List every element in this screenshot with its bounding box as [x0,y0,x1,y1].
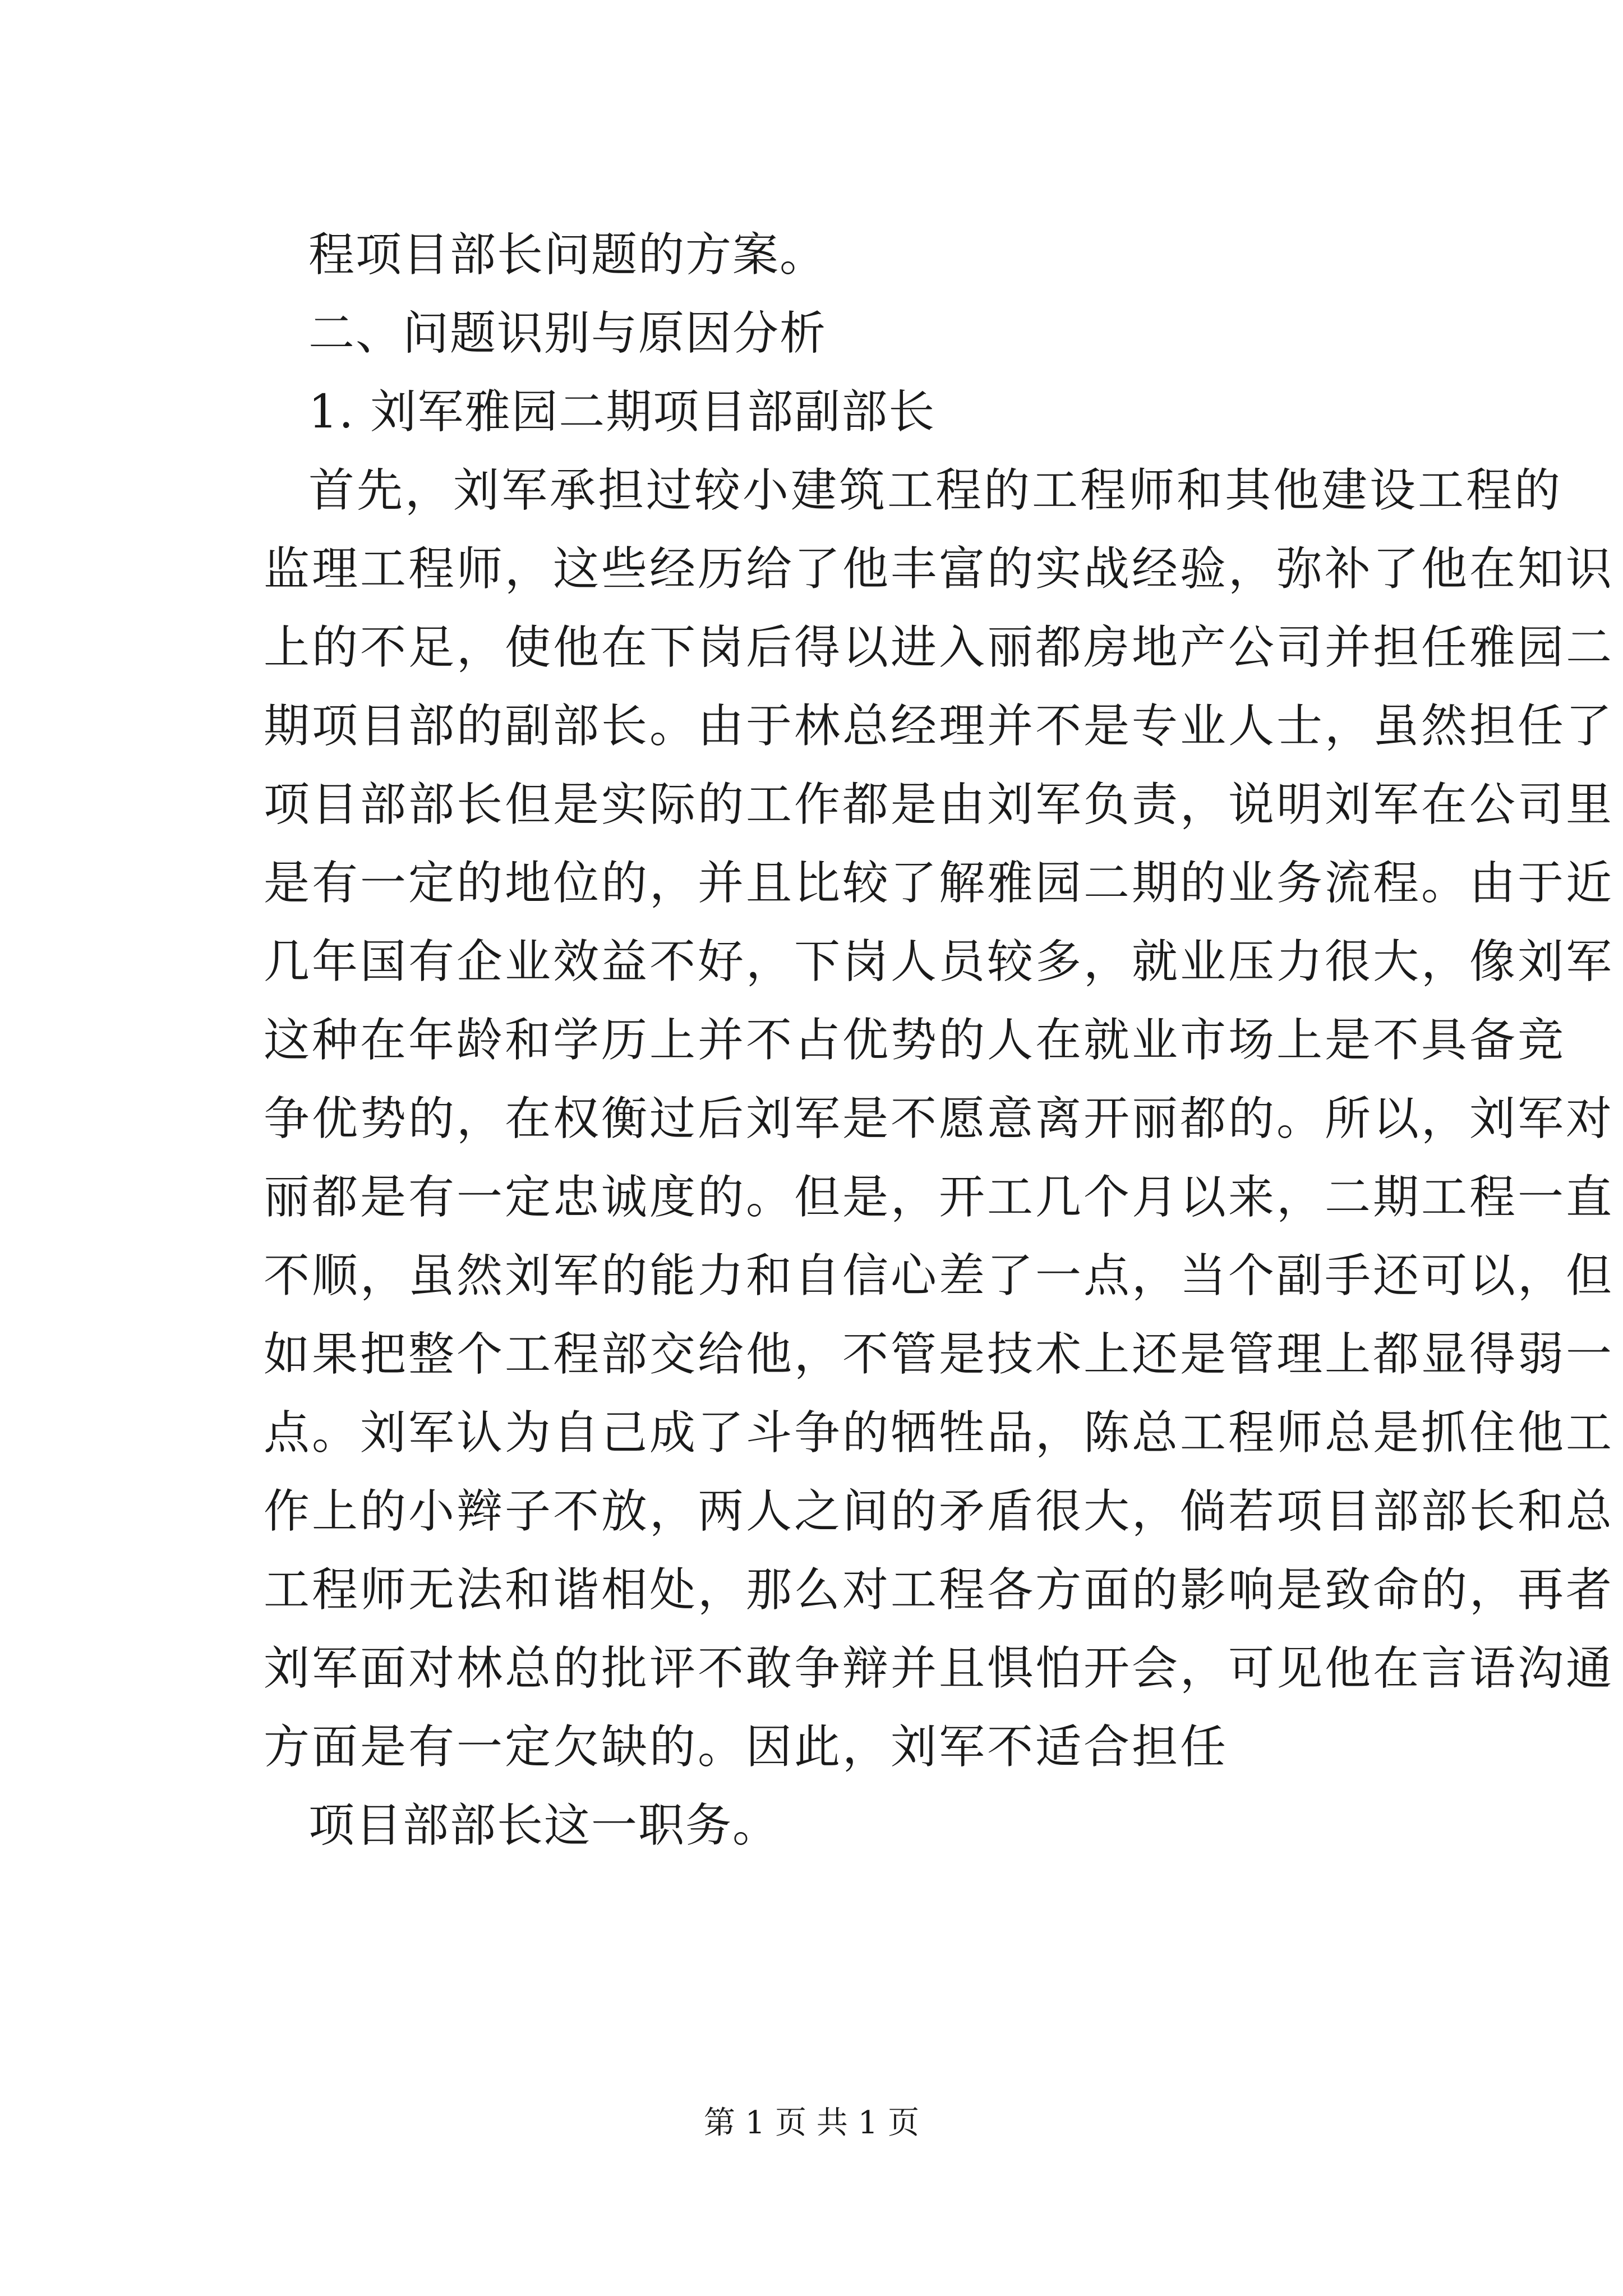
subsection-heading: 1. 刘军雅园二期项目部副部长 [308,385,936,439]
paragraph-line: 争优势的，在权衡过后刘军是不愿意离开丽都的。所以，刘军对 [264,1092,1615,1145]
paragraph-line: 这种在年龄和学历上并不占优势的人在就业市场上是不具备竞 [264,1014,1566,1067]
closing-line: 项目部部长这一职务。 [308,1799,780,1852]
paragraph-line: 几年国有企业效益不好，下岗人员较多，就业压力很大，像刘军 [264,935,1615,988]
paragraph-line: 丽都是有一定忠诚度的。但是，开工几个月以来，二期工程一直 [264,1171,1615,1224]
paragraph-line: 点。刘军认为自己成了斗争的牺牲品，陈总工程师总是抓住他工 [264,1406,1615,1460]
paragraph-line: 上的不足，使他在下岗后得以进入丽都房地产公司并担任雅园二 [264,621,1615,674]
text-line-continuation: 程项目部长问题的方案。 [308,228,827,282]
paragraph-line: 作上的小辫子不放，两人之间的矛盾很大，倘若项目部部长和总 [264,1485,1615,1538]
body-paragraph [264,452,1615,1787]
paragraph-line: 监理工程师，这些经历给了他丰富的实战经验，弥补了他在知识 [264,542,1615,596]
document-body [264,216,1615,1865]
paragraph-line: 刘军面对林总的批评不敢争辩并且惧怕开会，可见他在言语沟通 [264,1642,1615,1695]
paragraph-line: 期项目部的副部长。由于林总经理并不是专业人士，虽然担任了 [264,700,1615,753]
paragraph-line: 方面是有一定欠缺的。因此，刘军不适合担任 [264,1720,1229,1774]
page-number-footer: 第 1 页 共 1 页 [703,2105,920,2141]
section-heading: 二、问题识别与原因分析 [308,307,827,360]
paragraph-line: 不顺，虽然刘军的能力和自信心差了一点，当个副手还可以，但 [264,1249,1615,1303]
paragraph-line: 首先，刘军承担过较小建筑工程的工程师和其他建设工程的 [308,464,1563,517]
paragraph-line: 工程师无法和谐相处，那么对工程各方面的影响是致命的，再者 [264,1563,1615,1617]
paragraph-line: 如果把整个工程部交给他，不管是技术上还是管理上都显得弱一 [264,1328,1615,1381]
paragraph-line: 项目部部长但是实际的工作都是由刘军负责，说明刘军在公司里 [264,778,1615,831]
paragraph-line: 是有一定的地位的，并且比较了解雅园二期的业务流程。由于近 [264,857,1615,910]
